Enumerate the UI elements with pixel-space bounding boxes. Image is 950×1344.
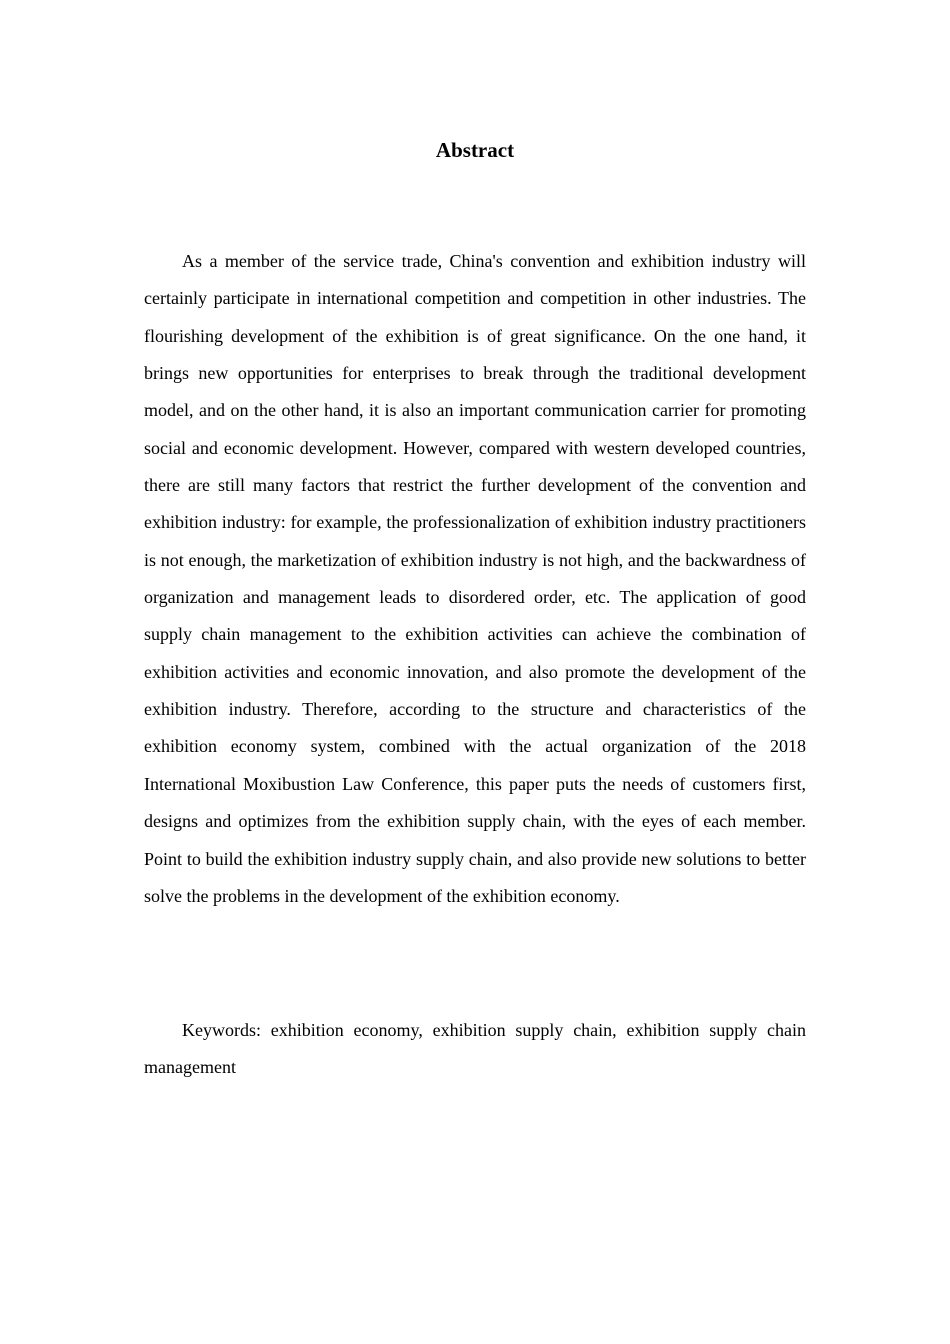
page-title: Abstract	[435, 138, 515, 162]
abstract-paragraph: As a member of the service trade, China's convention and exhibition industry will certainly participate in international competition and competition in other industries. The flourishing development of the exhibition is of great significance. On the one hand, it brings new opportunities for enterprises to break through the traditional development model, and on the other hand, it is also an important communication carrier for promoting social and economic development. However, compared with western developed countries, there are still many factors that restrict the further development of the convention and exhibition industry: for example, the professionalization of exhibition industry practitioners is not enough, the marketization of exhibition industry is not high, and the backwardness of organization and management leads to disordered order, etc. The application of good supply chain management to the exhibition activities can achieve the combination of exhibition activities and economic innovation, and also promote the development of the exhibition industry. Therefore, according to the structure and characteristics of the exhibition economy system, combined with the actual organization of the 2018 International Moxibustion Law Conference, this paper puts the needs of customers first, designs and optimizes from the exhibition supply chain, with the eyes of each member. Point to build the exhibition industry supply chain, and also provide new solutions to better solve the problems in the development of the exhibition economy.	[144, 251, 806, 906]
keywords-paragraph: Keywords: exhibition economy, exhibition supply chain, exhibition supply chain management	[144, 1020, 806, 1078]
